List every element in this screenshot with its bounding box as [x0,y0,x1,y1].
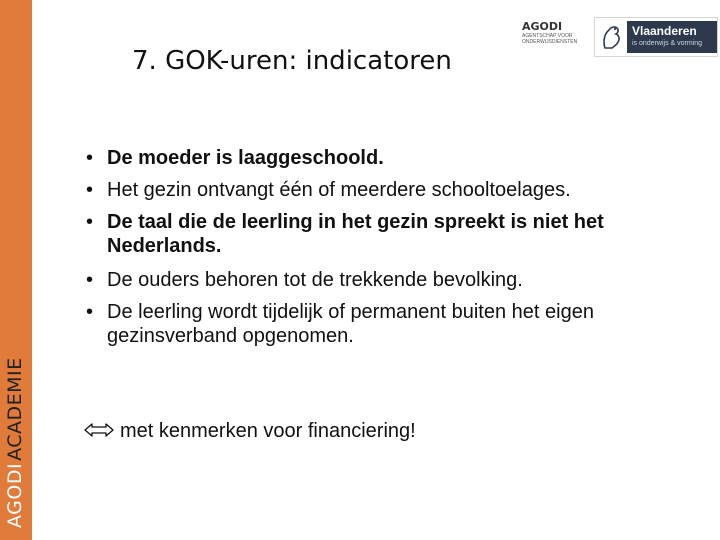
agodi-logo [522,20,592,54]
indicator-list [86,146,706,358]
vlaanderen-name: Vlaanderen [632,24,697,38]
financing-note [84,420,416,443]
sidebar-brand [4,357,26,528]
agodi-logo-name: AGODI [522,20,563,33]
vlaanderen-subtitle: is onderwijs & vorming [632,40,703,47]
bullet-item: • De taal die de leerling in het gezin spreekt is niet het Nederlands. [86,210,706,258]
lion-icon [599,22,625,52]
vlaanderen-bar [627,21,717,53]
bullet-item: • De moeder is laaggeschoold. [86,146,706,170]
agodi-logo-subtitle: AGENTSCHAP VOOR ONDERWIJSDIENSTEN [522,33,578,45]
double-arrow-icon [84,422,114,438]
brand-agodi: AGODI [4,462,26,528]
financing-note-text: met kenmerken voor financiering! [120,420,416,442]
vlaanderen-logo [594,17,718,57]
page-title: 7. GOK-uren: indicatoren [132,46,452,76]
brand-academie: ACADEMIE [4,357,26,461]
bullet-item: • Het gezin ontvangt één of meerdere schooltoelages. [86,178,706,202]
bullet-item: • De ouders behoren tot de trekkende bevolking. [86,268,706,292]
bullet-item: • De leerling wordt tijdelijk of permanent buiten het eigen gezinsverband opgenomen. [86,300,706,348]
